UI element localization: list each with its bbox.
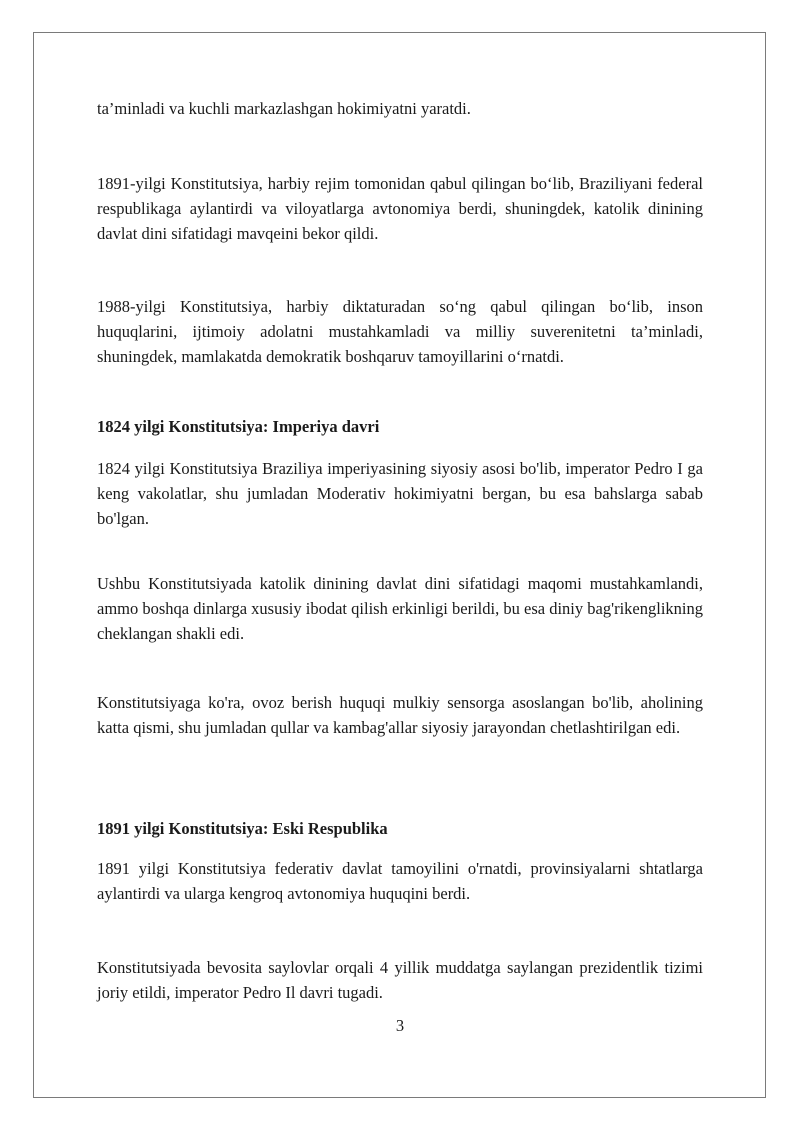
paragraph-1891-presidency: Konstitutsiyada bevosita saylovlar orqali 4 yillik muddatga saylangan prezidentlik tizimi joriy etildi, imperator Pedro Il davri tugadi. bbox=[97, 958, 703, 1002]
heading-1891-constitution: 1891 yilgi Konstitutsiya: Eski Respublika bbox=[97, 819, 388, 838]
paragraph-1891-summary: 1891-yilgi Konstitutsiya, harbiy rejim tomonidan qabul qilingan bo‘lib, Braziliyani federal respublikaga aylantirdi va viloyatlarga avtonomiya berdi, shuningdek, katolik dinining davlat dini sifatidagi mavqeini bekor qildi. bbox=[97, 174, 703, 243]
paragraph-intro-continuation: ta’minladi va kuchli markazlashgan hokimiyatni yaratdi. bbox=[97, 99, 471, 118]
paragraph-1824-religion: Ushbu Konstitutsiyada katolik dinining davlat dini sifatidagi maqomi mustahkamlandi, ammo boshqa dinlarga xususiy ibodat qilish erkinligi berildi, bu esa diniy bag'rikenglikning cheklangan shakli edi. bbox=[97, 574, 703, 643]
paragraph-1891-federalism: 1891 yilgi Konstitutsiya federativ davlat tamoyilini o'rnatdi, provinsiyalarni shtatlarga aylantirdi va ularga kengroq avtonomiya huquqini berdi. bbox=[97, 859, 703, 903]
paragraph-1824-overview: 1824 yilgi Konstitutsiya Braziliya imperiyasining siyosiy asosi bo'lib, imperator Pedro I ga keng vakolatlar, shu jumladan Moderativ hokimiyatni bergan, bu esa bahslarga sabab bo'lgan. bbox=[97, 459, 703, 528]
page-number: 3 bbox=[395, 1016, 405, 1035]
paragraph-1824-voting: Konstitutsiyaga ko'ra, ovoz berish huquqi mulkiy sensorga asoslangan bo'lib, aholining katta qismi, shu jumladan qullar va kambag'allar siyosiy jarayondan chetlashtirilgan edi. bbox=[97, 693, 703, 737]
paragraph-1988-summary: 1988-yilgi Konstitutsiya, harbiy diktaturadan so‘ng qabul qilingan bo‘lib, inson huquqlarini, ijtimoiy adolatni mustahkamladi va milliy suverenitetni ta’minladi, shuningdek, mamlakatda demokratik boshqaruv tamoyillarini o‘rnatdi. bbox=[97, 297, 703, 366]
heading-1824-constitution: 1824 yilgi Konstitutsiya: Imperiya davri bbox=[97, 417, 380, 436]
